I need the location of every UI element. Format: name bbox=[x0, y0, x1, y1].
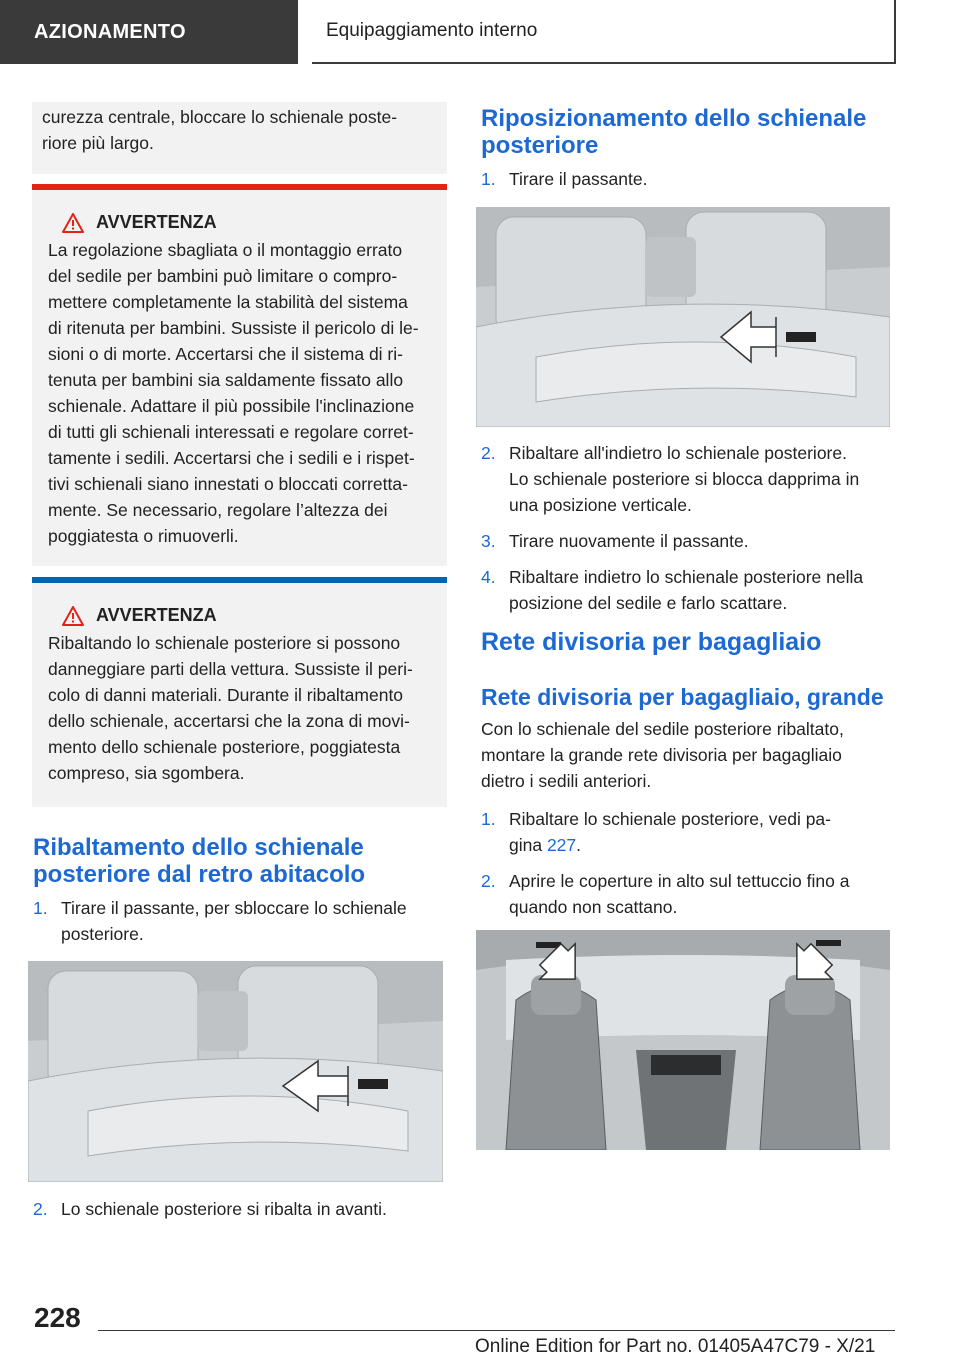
warning-line: tenuta per bambini sia saldamente fissato allo bbox=[48, 370, 404, 390]
paragraph-line: dietro i sedili anteriori. bbox=[481, 771, 652, 791]
step-text: Tirare il passante. bbox=[509, 169, 648, 189]
step-text-part: quando non scattano. bbox=[509, 897, 678, 917]
step-text bbox=[509, 832, 581, 858]
intro-line: curezza centrale, bloccare lo schienale poste- bbox=[42, 107, 398, 127]
warning-body bbox=[42, 237, 437, 549]
warning-line: La regolazione sbagliata o il montaggio errato bbox=[48, 240, 403, 260]
section-heading: posteriore bbox=[481, 132, 599, 159]
step-number: 2. bbox=[481, 443, 496, 463]
step-text: posizione del sedile e farlo scattare. bbox=[509, 593, 788, 613]
step-text: Tirare il passante, per sbloccare lo schienale bbox=[61, 898, 407, 918]
chapter-title: Equipaggiamento interno bbox=[312, 0, 896, 64]
warning-line: compreso, sia sgombera. bbox=[48, 763, 245, 783]
warning-title: AVVERTENZA bbox=[96, 605, 217, 625]
step-item bbox=[33, 1196, 448, 1222]
warning-line: danneggiare parti della vettura. Sussiste il peri- bbox=[48, 659, 413, 679]
warning-line: tamente i sedili. Accertarsi che i sedili e i rispet- bbox=[48, 448, 415, 468]
step-text bbox=[509, 894, 677, 920]
warning-line: schienale. Adattare il più possibile l'inclinazione bbox=[48, 396, 415, 416]
warning-line: del sedile per bambini può limitare o compro- bbox=[48, 266, 398, 286]
step-number: 2. bbox=[481, 871, 496, 891]
section-heading: Ribaltamento dello schienale bbox=[33, 834, 364, 861]
step-number: 2. bbox=[33, 1199, 48, 1219]
warning-triangle-icon bbox=[62, 606, 84, 626]
step-text: Ribaltare all'indietro lo schienale posteriore. bbox=[509, 443, 847, 463]
warning-line: mettere completamente la stabilità del sistema bbox=[48, 292, 408, 312]
warning-line: di ritenuta per bambini. Sussiste il pericolo di le- bbox=[48, 318, 419, 338]
warning-line: mente. Se necessario, regolare l’altezza dei bbox=[48, 500, 388, 520]
step-number: 1. bbox=[481, 809, 496, 829]
step-text: Ribaltare indietro lo schienale posteriore nella bbox=[509, 567, 864, 587]
step-item bbox=[481, 528, 901, 554]
step-item bbox=[481, 564, 901, 616]
step-text-part: gina bbox=[509, 835, 547, 855]
page-header bbox=[0, 0, 960, 66]
cabin-illustration bbox=[476, 930, 890, 1150]
step-number: 1. bbox=[481, 169, 496, 189]
left-column bbox=[32, 102, 447, 174]
page-number: 228 bbox=[34, 1302, 81, 1333]
step-number: 1. bbox=[33, 898, 48, 918]
net-heading bbox=[481, 628, 901, 657]
warning-line: mento dello schienale posteriore, poggiatesta bbox=[48, 737, 401, 757]
paragraph-line: montare la grande rete divisoria per bagagliaio bbox=[481, 745, 842, 765]
warning-line: Ribaltando lo schienale posteriore si possono bbox=[48, 633, 401, 653]
intro-box bbox=[32, 102, 447, 174]
warning-box-1 bbox=[32, 184, 447, 566]
step-text: Tirare nuovamente il passante. bbox=[509, 531, 749, 551]
section-heading: Rete divisoria per bagagliaio bbox=[481, 628, 822, 656]
step-text: Aprire le coperture in alto sul tettuccio fino a bbox=[509, 871, 850, 891]
step-item bbox=[481, 868, 901, 920]
step-item bbox=[481, 166, 901, 192]
paragraph bbox=[481, 716, 901, 794]
section-tab: AZIONAMENTO bbox=[0, 0, 298, 64]
rear-seat-illustration bbox=[28, 961, 443, 1182]
step-item bbox=[33, 895, 448, 947]
step-item bbox=[481, 806, 901, 858]
page-link[interactable]: 227 bbox=[546, 835, 577, 855]
warning-line: colo di danni materiali. Durante il ribaltamento bbox=[48, 685, 404, 705]
left-heading bbox=[33, 834, 448, 888]
warning-box-2 bbox=[32, 577, 447, 807]
warning-line: tivi schienali siano innestati o bloccati corretta- bbox=[48, 474, 408, 494]
step-text-part: . bbox=[576, 835, 582, 855]
step-item bbox=[481, 440, 901, 518]
right-heading bbox=[481, 105, 901, 159]
step-text: Lo schienale posteriore si blocca dapprima in bbox=[509, 469, 860, 489]
step-text: Lo schienale posteriore si ribalta in avanti. bbox=[61, 1199, 387, 1219]
warning-line: poggiatesta o rimuoverli. bbox=[48, 526, 239, 546]
step-text: Ribaltare lo schienale posteriore, vedi pa- bbox=[509, 809, 831, 829]
subsection-heading: Rete divisoria per bagagliaio, grande bbox=[481, 684, 884, 710]
step-number: 4. bbox=[481, 567, 496, 587]
rear-seat-illustration bbox=[476, 207, 890, 427]
edition-note: Online Edition for Part no. 01405A47C79 - X/21 bbox=[475, 1336, 876, 1357]
footer-divider bbox=[98, 1330, 895, 1331]
section-heading: Riposizionamento dello schienale bbox=[481, 105, 867, 132]
net-subheading bbox=[481, 684, 901, 711]
warning-triangle-icon bbox=[62, 213, 84, 233]
warning-line: di tutti gli schienali interessati e regolare corret- bbox=[48, 422, 414, 442]
warning-body bbox=[42, 630, 437, 786]
step-text: una posizione verticale. bbox=[509, 495, 692, 515]
intro-line: riore più largo. bbox=[42, 133, 154, 153]
warning-line: dello schienale, accertarsi che la zona di movi- bbox=[48, 711, 410, 731]
warning-line: sioni o di morte. Accertarsi che il sistema di ri- bbox=[48, 344, 403, 364]
step-number: 3. bbox=[481, 531, 496, 551]
step-text: posteriore. bbox=[61, 924, 144, 944]
section-heading: posteriore dal retro abitacolo bbox=[33, 861, 366, 888]
warning-title: AVVERTENZA bbox=[96, 212, 217, 232]
paragraph-line: Con lo schienale del sedile posteriore ribaltato, bbox=[481, 719, 844, 739]
